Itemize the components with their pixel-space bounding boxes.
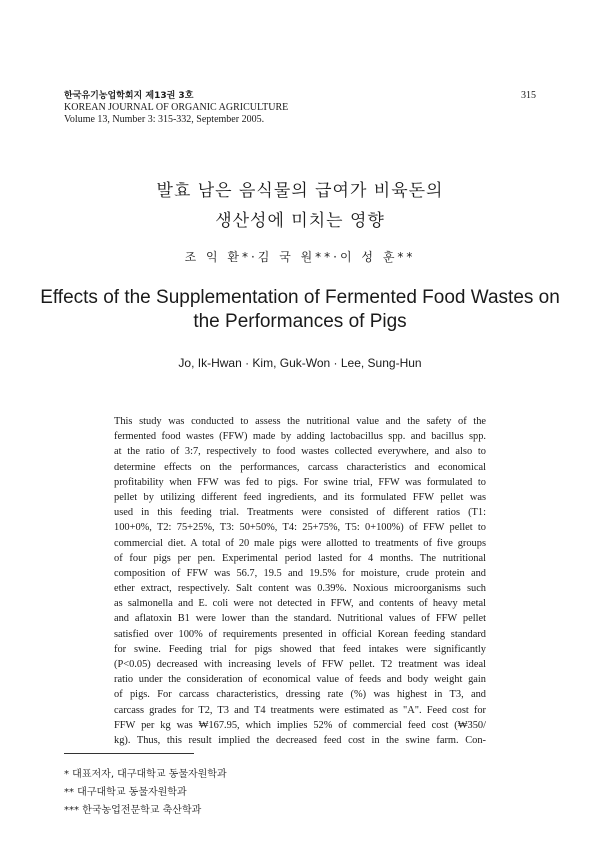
abstract-line: determine effects on the performances, carcass characteristics and economical — [114, 461, 486, 473]
title-korean-line: 생산성에 미치는 영향 — [215, 211, 385, 231]
abstract-line: FFW per kg was ₩167.95, which implies 52% of commercial feed cost (₩350/ — [114, 719, 486, 731]
abstract-line: for swine. Feeding trial for pigs showed that feed intakes were significantly — [114, 643, 486, 655]
journal-title-korean: 한국유기농업학회지 제13권 3호 — [64, 91, 194, 101]
footnote-divider — [64, 753, 194, 754]
abstract-line: composition of FFW was 56.7, 19.5 and 19.5% for moisture, crude protein and — [114, 567, 486, 579]
abstract-line: ether extract, respectively. Salt content was 0.39%. Noxious microorganisms such — [114, 583, 486, 595]
abstract-line: at the ratio of 3:7, respectively to food wastes collected everywhere, and also to — [114, 446, 486, 458]
title-korean — [0, 176, 600, 236]
title-korean-line: 발효 남은 음식물의 급여가 비육돈의 — [156, 181, 444, 201]
journal-header — [64, 90, 288, 126]
abstract-line: and aflatoxin B1 were lower than the standard. Nutritional values of FFW pellet — [114, 613, 486, 625]
abstract-line: ratio under the consideration of economical value of feeds and body weight gain — [114, 674, 486, 686]
abstract-line: 100+0%, T2: 75+25%, T3: 50+50%, T4: 25+75%, T5: 0+100%) of FFW pellet to — [114, 522, 486, 534]
title-english-line: Effects of the Supplementation of Fermented Food Wastes on — [40, 287, 560, 308]
title-english-line: the Performances of Pigs — [193, 311, 407, 332]
footnote: * 대표저자, 대구대학교 동물자원학과 — [64, 769, 227, 780]
abstract-line: fermented food wastes (FFW) made by adding lactobacillus spp. and bacillus spp. — [114, 431, 486, 443]
abstract-line: This study was conducted to assess the nutritional value and the safety of the — [114, 416, 486, 427]
journal-title-english: KOREAN JOURNAL OF ORGANIC AGRICULTURE — [64, 102, 289, 113]
abstract-line: used in this feeding trial. Treatments were consisted of different ratios (T1: — [114, 507, 486, 519]
abstract-line: satisfied over 100% of requirements presented in official Korean feeding standard — [114, 628, 486, 640]
abstract-line: of four pigs per pen. Experimental period lasted for 4 months. The nutritional — [114, 552, 486, 564]
abstract-line: as salmonella and E. coli were not detected in FFW, and contents of heavy metal — [114, 598, 486, 610]
abstract-line: pellet by utilizing different feed ingredients, and its formulated FFW pellet was — [114, 491, 486, 503]
abstract-line: (P<0.05) decreased with increasing levels of FFW pellet. T2 treatment was ideal — [114, 659, 486, 670]
abstract-line: of pigs. For carcass characteristics, dressing rate (%) was highest in T3, and — [114, 689, 486, 701]
authors-english: Jo, Ik-Hwan · Kim, Guk-Won · Lee, Sung-Hun — [178, 356, 422, 370]
abstract-line: profitability when FFW was fed to pigs. For swine trial, FFW was formulated to — [114, 476, 486, 488]
page-number: 315 — [521, 90, 536, 101]
footnotes — [64, 766, 227, 820]
abstract-line: commercial diet. A total of 20 male pigs were allotted to treatments of five groups — [114, 537, 486, 549]
abstract-line: kg). Thus, this result implied the decreased feed cost in the swine farm. Con- — [114, 734, 486, 746]
footnote: *** 한국농업전문학교 축산학과 — [64, 805, 202, 816]
abstract — [114, 414, 486, 748]
footnote: ** 대구대학교 동물자원학과 — [64, 787, 187, 798]
authors-korean: 조 익 환*·김 국 원**·이 성 훈** — [184, 250, 416, 264]
abstract-line: carcass grades for T2, T3 and T4 treatments were estimated as "A". Feed cost for — [114, 704, 486, 716]
journal-volume: Volume 13, Number 3: 315-332, September 2005. — [64, 114, 265, 125]
title-english — [0, 286, 600, 334]
